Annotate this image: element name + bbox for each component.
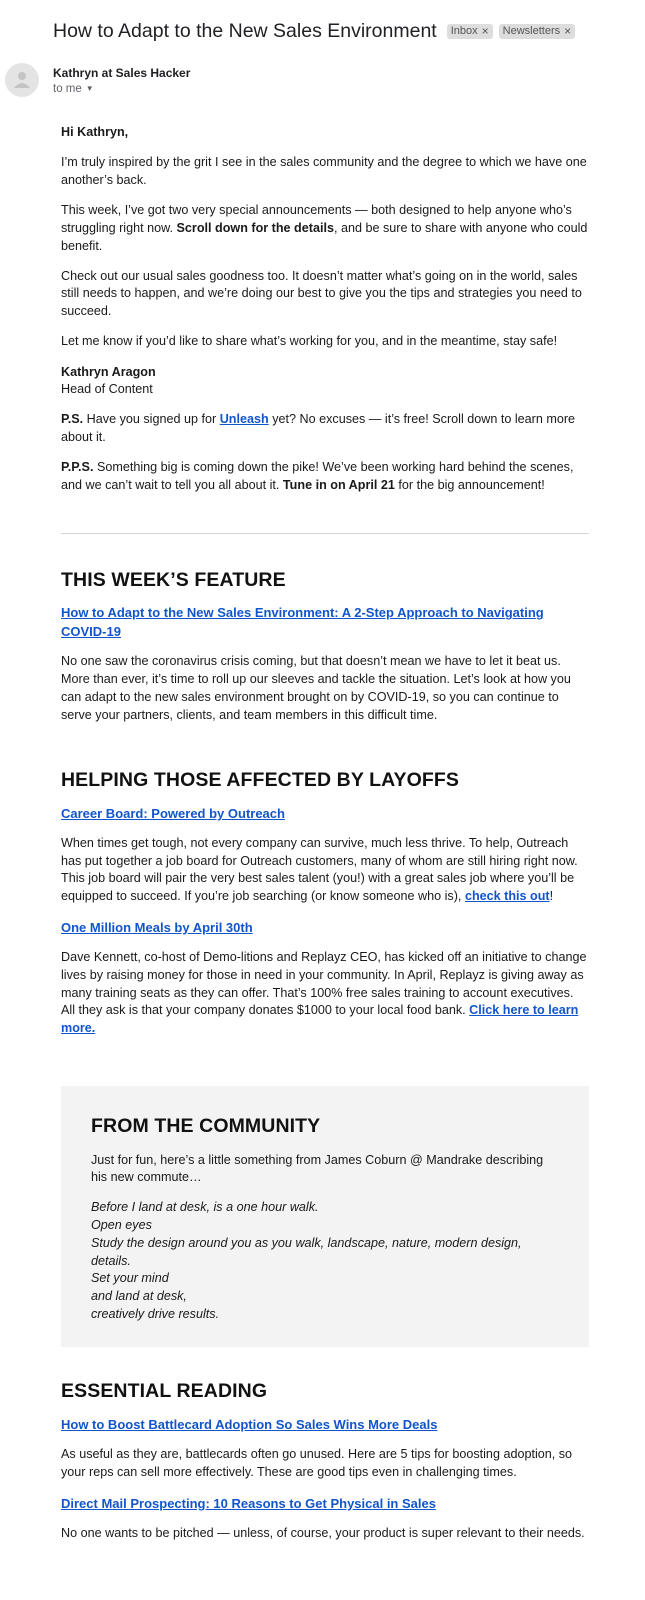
signature-title: Head of Content <box>61 382 153 397</box>
paragraph-intro: I’m truly inspired by the grit I see in the sales community and the degree to which we have one another’s back. <box>61 155 587 187</box>
remove-label-icon[interactable]: × <box>481 24 489 38</box>
bold-text: Tune in on April 21 <box>282 478 395 493</box>
label-inbox-name: Inbox <box>450 25 478 37</box>
poem-line: Set your mind <box>91 1271 169 1286</box>
unleash-link[interactable]: Unleash <box>219 412 269 427</box>
section-heading-reading: ESSENTIAL READING <box>61 1380 268 1403</box>
battlecard-article-link[interactable]: How to Boost Battlecard Adoption So Sales Wins More Deals <box>61 1417 438 1433</box>
text: Have you signed up for <box>83 412 220 427</box>
community-box <box>61 1086 589 1348</box>
one-million-meals-description <box>61 949 589 1038</box>
battlecard-description: As useful as they are, battlecards often go unused. Here are 5 tips for boosting adoption, so your reps can sell more effectively. These are good tips even in challenging times. <box>61 1447 573 1479</box>
pps-label: P.P.S. <box>61 460 94 475</box>
recipient-dropdown[interactable] <box>53 83 94 95</box>
label-chip-inbox[interactable] <box>447 24 493 39</box>
career-board-link[interactable]: Career Board: Powered by Outreach <box>61 805 285 821</box>
recipient-label: to me <box>53 83 82 95</box>
bold-text: Scroll down for the details <box>176 220 334 235</box>
learn-more-link[interactable]: Click here to learn more. <box>61 1003 579 1036</box>
ps-label: P.S. <box>61 412 84 427</box>
email-body <box>61 124 589 1555</box>
email-subject: How to Adapt to the New Sales Environment <box>53 19 437 42</box>
text: for the big announcement! <box>394 478 545 493</box>
community-poem <box>91 1199 559 1323</box>
label-chip-newsletters[interactable] <box>499 24 575 39</box>
poem-line: Study the design around you as you walk, landscape, nature, modern design, details. <box>91 1235 522 1268</box>
career-board-description <box>61 835 589 906</box>
poem-line: creatively drive results. <box>91 1306 220 1321</box>
signature-name: Kathryn Aragon <box>61 364 156 379</box>
label-newsletters-name: Newsletters <box>502 25 561 37</box>
poem-line: Before I land at desk, is a one hour walk. <box>91 1200 319 1215</box>
email-header <box>53 16 633 46</box>
text: Something big is coming down the pike! We’ve been working hard behind the scenes, and we can’t wait to tell you all about it. <box>61 460 574 493</box>
greeting: Hi Kathryn, <box>61 125 129 139</box>
post-postscript <box>61 459 589 494</box>
check-this-out-link[interactable]: check this out <box>464 889 550 904</box>
sender-avatar-icon <box>5 63 39 97</box>
sender-name[interactable]: Kathryn at Sales Hacker <box>53 66 191 80</box>
divider <box>61 533 589 534</box>
remove-label-icon[interactable]: × <box>564 24 572 38</box>
section-heading-community: FROM THE COMMUNITY <box>91 1114 321 1137</box>
section-heading-layoffs: HELPING THOSE AFFECTED BY LAYOFFS <box>61 769 460 792</box>
signature <box>61 364 589 399</box>
text: Dave Kennett, co-host of Demo-litions and Replayz CEO, has kicked off an initiative to change lives by raising money for those in need in your community. In April, Replayz is giving away as many training seats as they can offer. That’s 100% free sales training to account executives. All they ask is that your company donates $1000 to your local food bank. <box>61 950 587 1018</box>
feature-description: No one saw the coronavirus crisis coming, but that doesn’t mean we have to let it beat us. More than ever, it’s time to roll up our sleeves and tackle the situation. Let’s look at how you can adapt to the new sales environment brought on by COVID-19, so you can continue to serve your partners, clients, and team members in this difficult time. <box>61 654 571 722</box>
community-intro: Just for fun, here’s a little something from James Coburn @ Mandrake describing his new commute… <box>91 1152 544 1185</box>
chevron-down-icon: ▼ <box>85 84 94 94</box>
section-heading-feature: THIS WEEK’S FEATURE <box>61 568 286 591</box>
person-icon <box>5 63 39 97</box>
direct-mail-description: No one wants to be pitched — unless, of course, your product is super relevant to their needs. <box>61 1525 585 1540</box>
poem-line: and land at desk, <box>91 1288 187 1303</box>
text: When times get tough, not every company can survive, much less thrive. To help, Outreach has put together a job board for Outreach customers, many of whom are still hiring right now. This job board will pair the very best sales talent (you!) with a great sales job where you’ll be equipped to succeed. If you’re job searching (or know someone who is), <box>61 835 578 904</box>
poem-line: Open eyes <box>91 1218 152 1233</box>
paragraph-stay-safe: Let me know if you’d like to share what’s working for you, and in the meantime, stay safe! <box>61 334 558 349</box>
paragraph-sales-goodness: Check out our usual sales goodness too. It doesn’t matter what’s going on in the world, sales still needs to happen, and we’re doing our best to give you the tips and strategies you need to succeed. <box>61 268 582 319</box>
text: , and be sure to share with anyone who could benefit. <box>61 220 588 253</box>
feature-article-link[interactable]: How to Adapt to the New Sales Environment: A 2-Step Approach to Navigating COVID-19 <box>61 605 544 640</box>
one-million-meals-link[interactable]: One Million Meals by April 30th <box>61 920 253 936</box>
postscript <box>61 411 589 446</box>
text: ! <box>549 889 554 904</box>
direct-mail-article-link[interactable]: Direct Mail Prospecting: 10 Reasons to Get Physical in Sales <box>61 1495 436 1511</box>
text: yet? No excuses — it’s free! Scroll down to learn more about it. <box>61 412 576 445</box>
paragraph-announcements <box>61 202 589 255</box>
text: This week, I’ve got two very special announcements — both designed to help anyone who’s struggling right now. <box>61 203 572 235</box>
